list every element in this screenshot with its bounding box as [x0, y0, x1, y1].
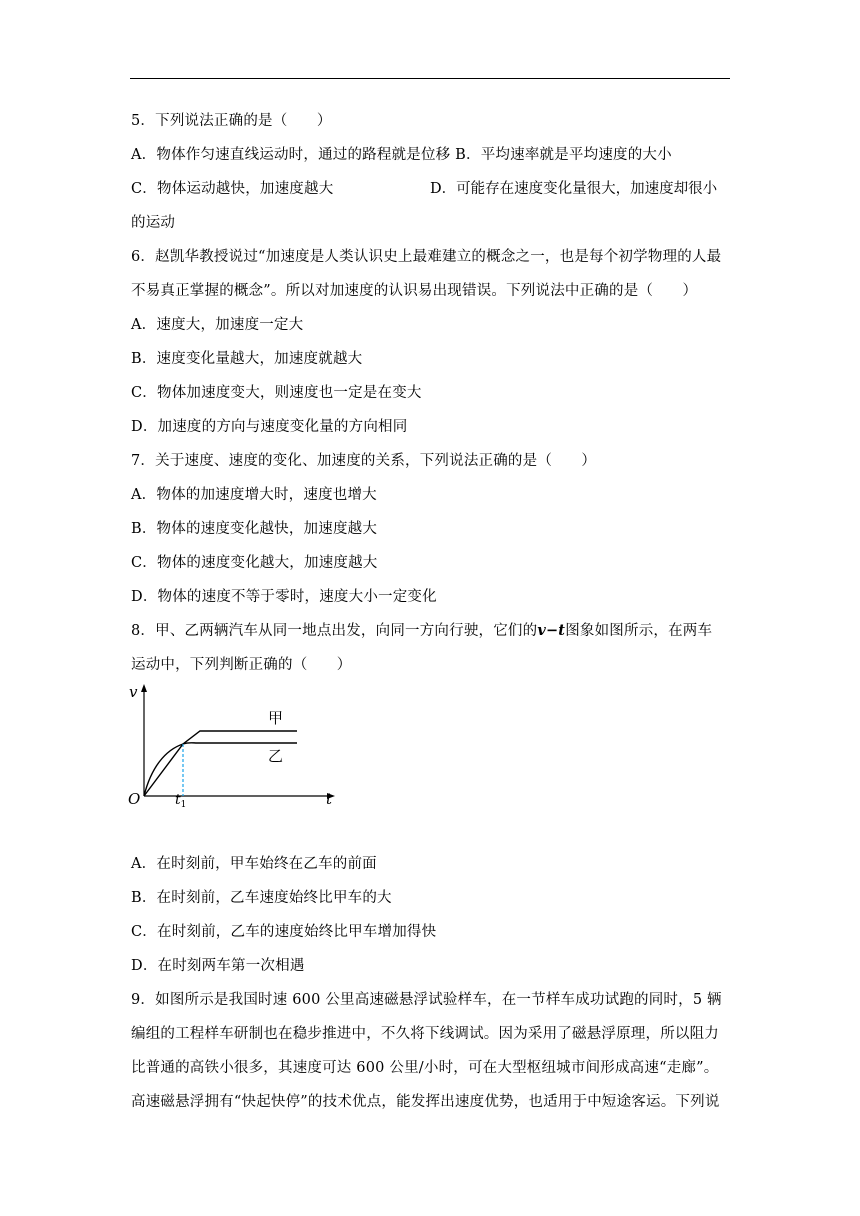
origin-label: O: [128, 790, 141, 808]
q8-option-b: B．在时刻前，乙车速度始终比甲车的大: [131, 890, 392, 906]
q5-option-c: C．物体运动越快，加速度越大: [131, 181, 334, 197]
t1-label-main: t: [175, 792, 181, 808]
q6-option-c: C．物体加速度变大，则速度也一定是在变大: [131, 385, 422, 401]
q7-stem: 7．关于速度、速度的变化、加速度的关系，下列说法正确的是（ ）: [131, 453, 597, 469]
q7-option-d: D．物体的速度不等于零时，速度大小一定变化: [131, 589, 437, 605]
vt-symbol: v−t: [537, 622, 566, 639]
t1-label: [175, 792, 186, 810]
q5-option-d: D．可能存在速度变化量很大，加速度却很小: [430, 181, 718, 197]
y-axis-label: v: [129, 683, 138, 701]
q8-stem-part1: 8．甲、乙两辆汽车从同一地点出发，向同一方向行驶，它们的: [131, 623, 538, 639]
q8-stem-line2: 运动中，下列判断正确的（ ）: [131, 657, 352, 673]
q9-line3: 比普通的高铁小很多，其速度可达 600 公里/小时，可在大型枢纽城市间形成高速“走廊”。: [131, 1060, 719, 1076]
q8-stem-part2: 图象如图所示，在两车: [565, 623, 713, 639]
q6-stem-line2: 不易真正掌握的概念”。所以对加速度的认识易出现错误。下列说法中正确的是（ ）: [131, 283, 698, 299]
q5-option-ab: A．物体作匀速直线运动时，通过的路程就是位移 B．平均速率就是平均速度的大小: [131, 147, 672, 163]
q7-option-b: B．物体的速度变化越快，加速度越大: [131, 521, 378, 537]
series-jia-label: 甲: [268, 709, 284, 727]
x-axis-label: t: [326, 790, 333, 808]
q7-option-a: A．物体的加速度增大时，速度也增大: [131, 487, 377, 503]
q6-option-d: D．加速度的方向与速度变化量的方向相同: [131, 419, 408, 435]
vt-graph: [125, 680, 345, 810]
q9-line1: 9．如图所示是我国时速 600 公里高速磁悬浮试验样车，在一节样车成功试跑的同时，5 辆: [131, 992, 722, 1008]
q8-option-d: D．在时刻两车第一次相遇: [131, 958, 305, 974]
header-rule: [130, 78, 730, 79]
t1-label-sub: 1: [180, 800, 187, 810]
q8-stem-line1: [131, 621, 712, 641]
q7-option-c: C．物体的速度变化越大，加速度越大: [131, 555, 378, 571]
q5-option-d-continued: 的运动: [131, 215, 176, 231]
q9-line2: 编组的工程样车研制也在稳步推进中，不久将下线调试。因为采用了磁悬浮原理，所以阻力: [131, 1026, 719, 1042]
q6-option-b: B．速度变化量越大，加速度就越大: [131, 351, 363, 367]
y-axis-arrow: [141, 684, 147, 692]
q9-line4: 高速磁悬浮拥有“快起快停”的技术优点，能发挥出速度优势，也适用于中短途客运。下列说: [131, 1094, 720, 1110]
q8-option-c: C．在时刻前，乙车的速度始终比甲车增加得快: [131, 924, 437, 940]
q6-stem-line1: 6．赵凯华教授说过“加速度是人类认识史上最难建立的概念之一，也是每个初学物理的人最: [131, 249, 722, 265]
series-yi-label: 乙: [268, 747, 284, 765]
q6-option-a: A．速度大，加速度一定大: [131, 317, 304, 333]
q5-stem: 5．下列说法正确的是（ ）: [131, 113, 332, 129]
q8-option-a: A．在时刻前，甲车始终在乙车的前面: [131, 856, 377, 872]
